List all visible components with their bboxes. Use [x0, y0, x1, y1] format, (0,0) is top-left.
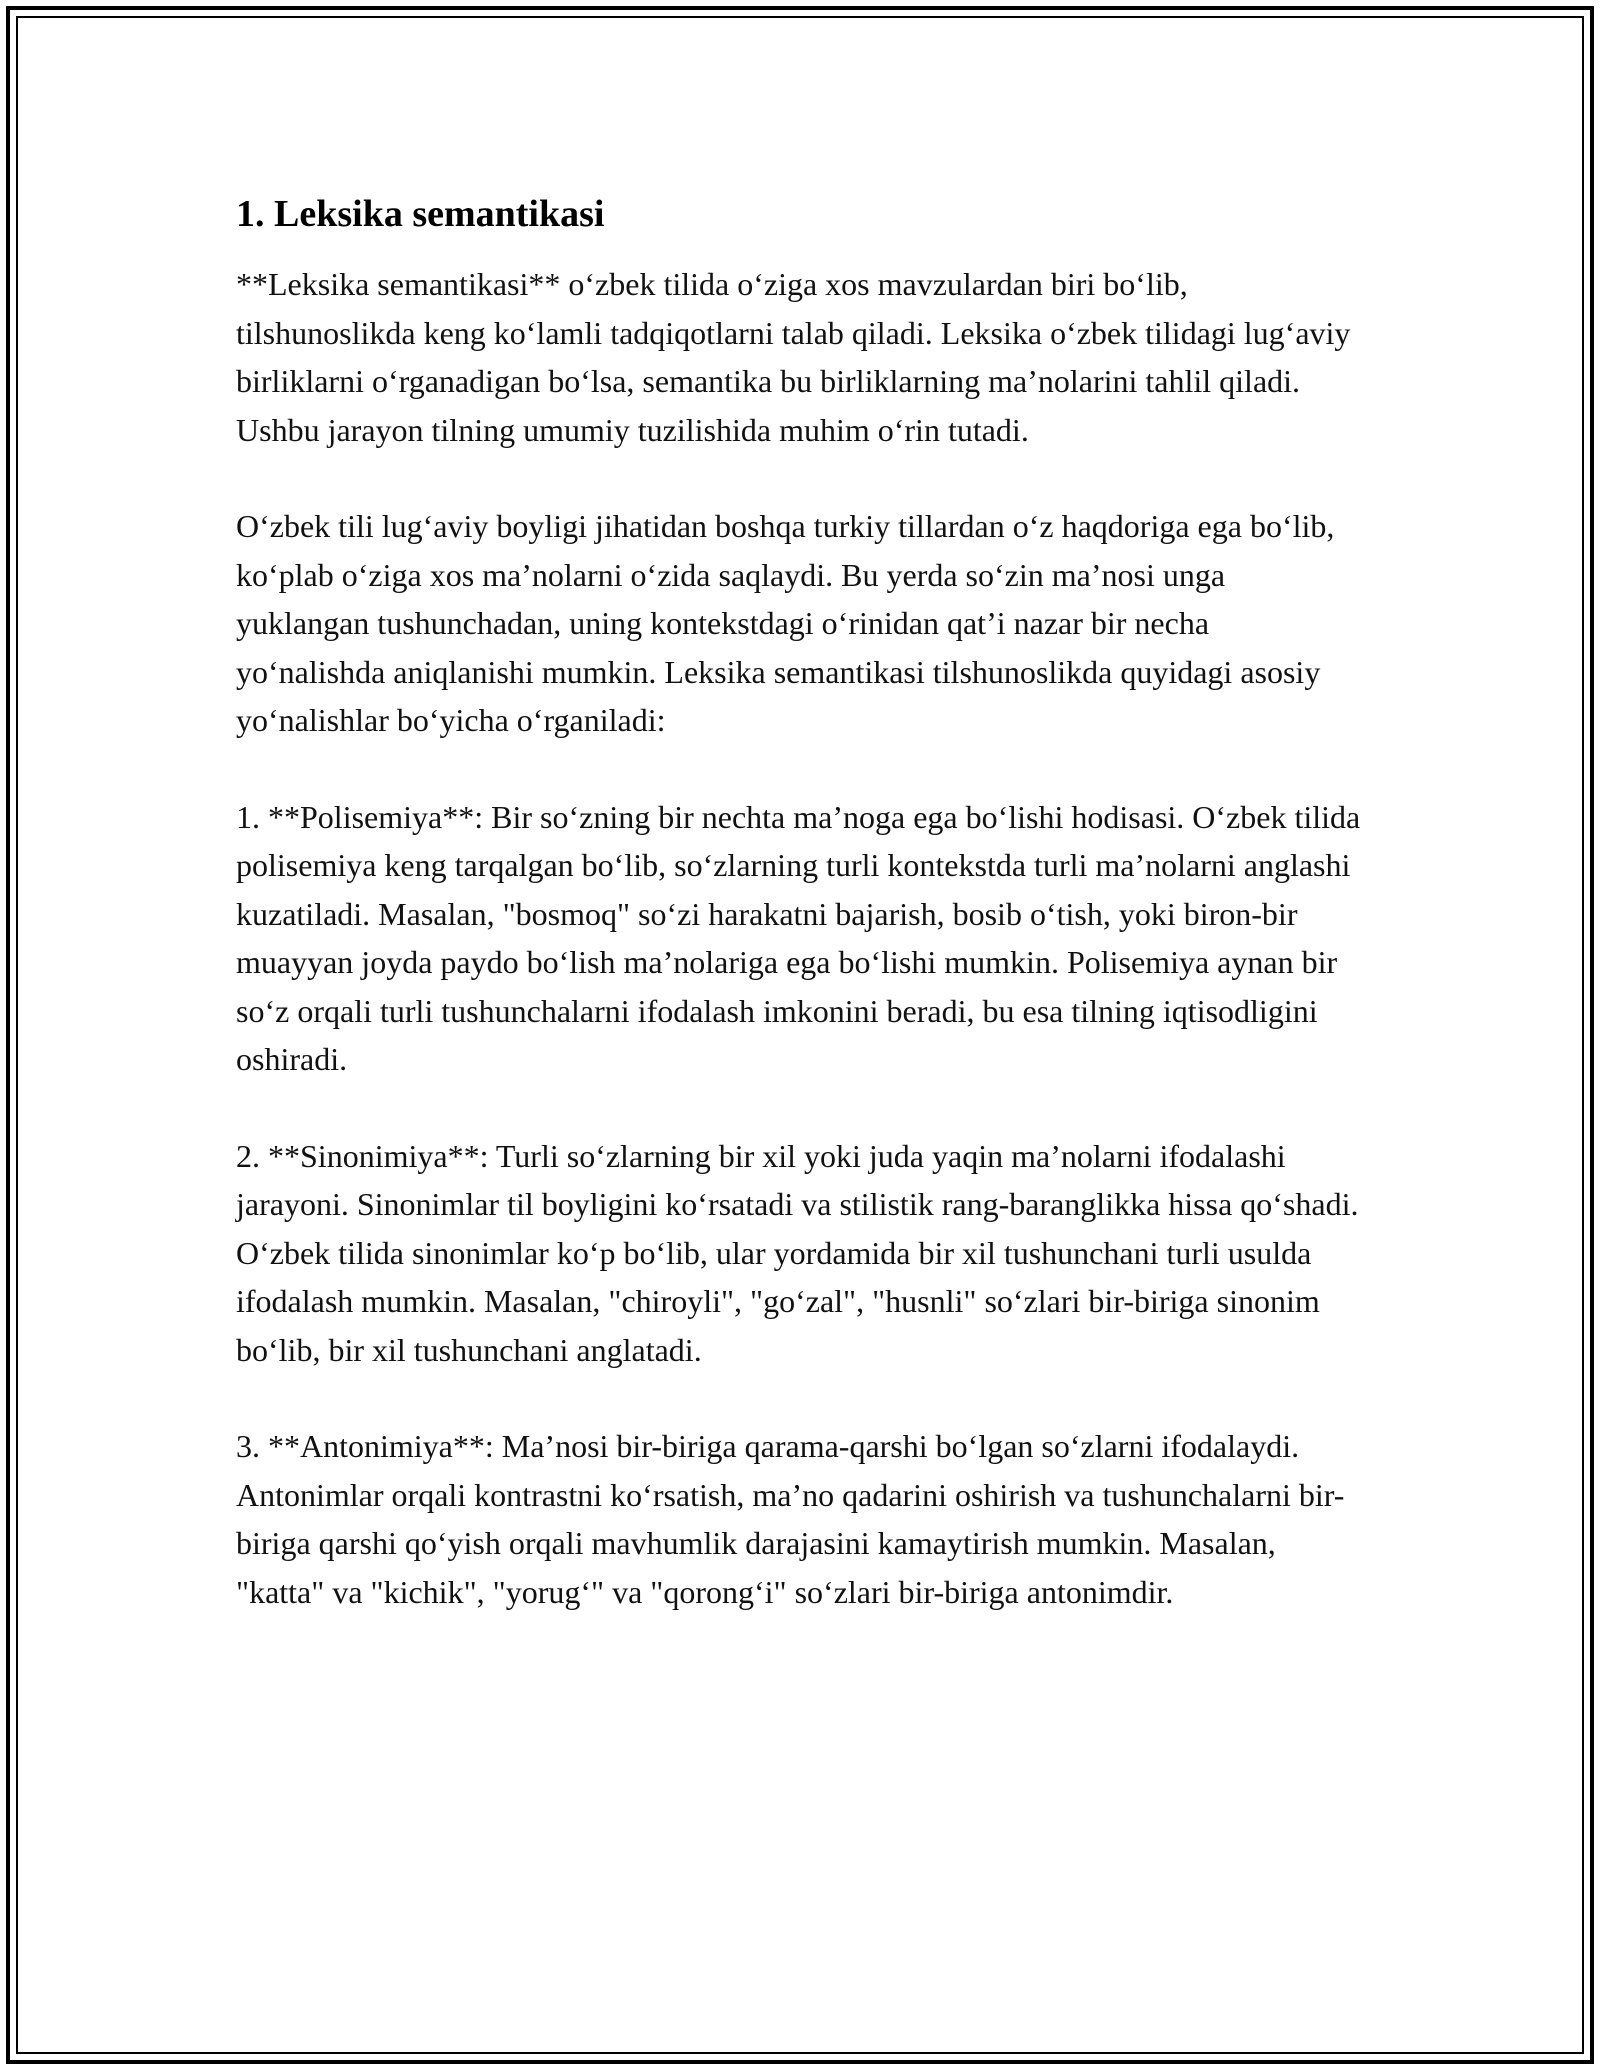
section-heading: 1. Leksika semantikasi	[236, 193, 605, 235]
paragraph-sinonimiya: 2. **Sinonimiya**: Turli so‘zlarning bir xil yoki juda yaqin ma’nolarni ifodalashi jarayoni. Sinonimlar til boyligini ko‘rsatadi va stilistik rang-baranglikka hissa qo‘shadi. O‘zbek tilida sinonimlar ko‘p bo‘lib, ular yordamida bir xil tushunchani turli usulda ifodalash mumkin. Masalan, "chiroyli", "go‘zal", "husnli" so‘zlari bir-biriga sinonim bo‘lib, bir xil tushunchani anglatadi.	[236, 1137, 1359, 1368]
paragraph-polisemiya: 1. **Polisemiya**: Bir so‘zning bir nechta ma’noga ega bo‘lishi hodisasi. O‘zbek tilida polisemiya keng tarqalgan bo‘lib, so‘zlarning turli kontekstda turli ma’nolarni anglashi kuzatiladi. Masalan, "bosmoq" so‘zi harakatni bajarish, bosib o‘tish, yoki biron-bir muayyan joyda paydo bo‘lish ma’nolariga ega bo‘lishi mumkin. Polisemiya aynan bir so‘z orqali turli tushunchalarni ifodalash imkonini beradi, bu esa tilning iqtisodligini oshiradi.	[236, 798, 1361, 1077]
paragraph-overview: O‘zbek tili lug‘aviy boyligi jihatidan boshqa turkiy tillardan o‘z haqdoriga ega bo‘lib, ko‘plab o‘ziga xos ma’nolarni o‘zida saqlaydi. Bu yerda so‘zin ma’nosi unga yuklangan tushunchadan, uning kontekstdagi o‘rinidan qat’i nazar bir necha yo‘nalishda aniqlanishi mumkin. Leksika semantikasi tilshunoslikda quyidagi asosiy yo‘nalishlar bo‘yicha o‘rganiladi:	[236, 508, 1335, 738]
document-body	[236, 186, 1366, 1664]
paragraph-antonimiya: 3. **Antonimiya**: Ma’nosi bir-biriga qarama-qarshi bo‘lgan so‘zlarni ifodalaydi. Antonimlar orqali kontrastni ko‘rsatish, ma’no qadarini oshirish va tushunchalarni bir-biriga qarshi qo‘yish orqali mavhumlik darajasini kamaytirish mumkin. Masalan, "katta" va "kichik", "yorug‘" va "qorong‘i" so‘zlari bir-biriga antonimdir.	[236, 1428, 1345, 1610]
paragraph-intro: **Leksika semantikasi** o‘zbek tilida o‘ziga xos mavzulardan biri bo‘lib, tilshunoslikda keng ko‘lamli tadqiqotlarni talab qiladi. Leksika o‘zbek tilidagi lug‘aviy birliklarni o‘rganadigan bo‘lsa, semantika bu birliklarning ma’nolarini tahlil qiladi. Ushbu jarayon tilning umumiy tuzilishida muhim o‘rin tutadi.	[236, 266, 1351, 448]
